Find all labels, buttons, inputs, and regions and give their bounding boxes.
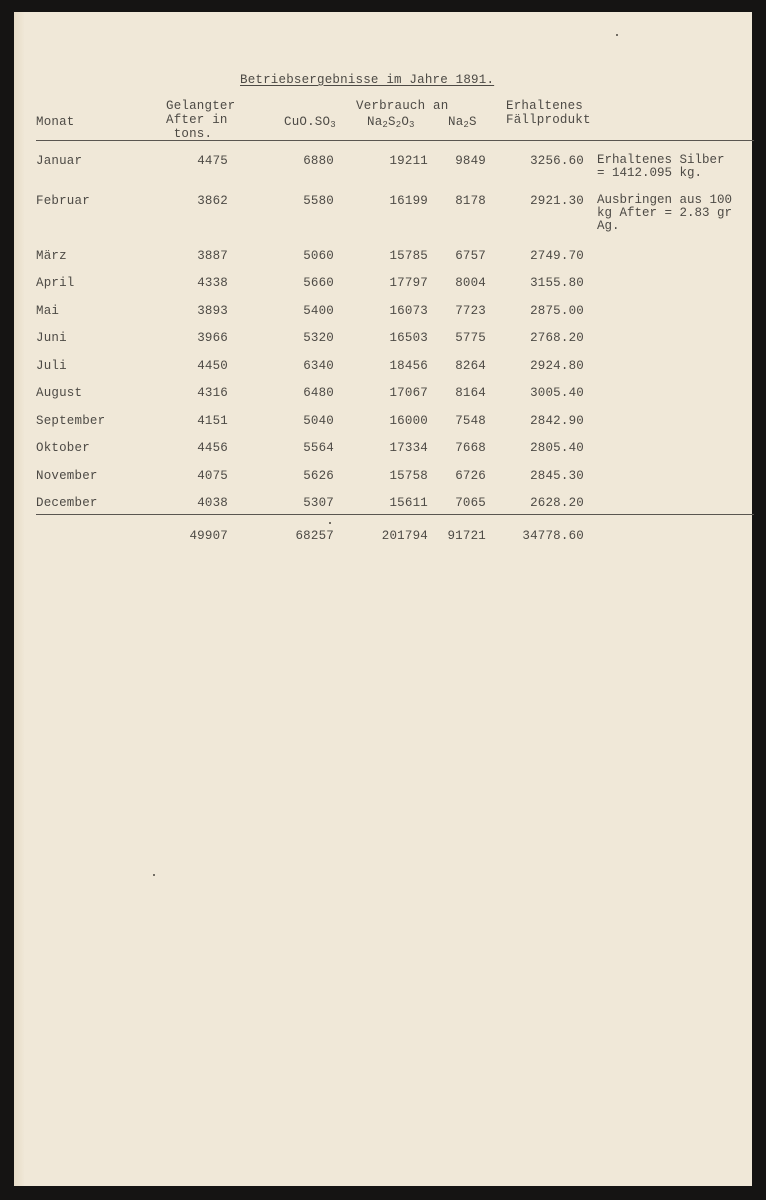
cell-cuo-so3: 6880 xyxy=(303,154,334,168)
header-cuo-so3-text: CuO.SO xyxy=(284,115,331,129)
cell-after: 3887 xyxy=(197,249,228,263)
cell-na2s2o3: 19211 xyxy=(389,154,428,168)
cell-na2s2o3: 16000 xyxy=(389,414,428,428)
cell-faellprodukt: 2924.80 xyxy=(530,359,584,373)
cell-na2s: 7723 xyxy=(455,304,486,318)
cell-month: Mai xyxy=(36,304,60,318)
header-na2s xyxy=(448,115,477,129)
cell-na2s2o3: 15611 xyxy=(389,496,428,510)
cell-after: 4316 xyxy=(197,386,228,400)
cell-after: 4075 xyxy=(197,469,228,483)
cell-cuo-so3: 5564 xyxy=(303,441,334,455)
header-gelangter-after: Gelangter After in tons. xyxy=(166,99,236,141)
cell-faellprodukt: 2768.20 xyxy=(530,331,584,345)
cell-faellprodukt: 2921.30 xyxy=(530,194,584,208)
total-na2s2o3: 201794 xyxy=(381,529,428,543)
cell-cuo-so3: 5400 xyxy=(303,304,334,318)
cell-faellprodukt: 2805.40 xyxy=(530,441,584,455)
paper-speck xyxy=(329,522,331,524)
document-title: Betriebsergebnisse im Jahre 1891. xyxy=(240,73,495,87)
cell-cuo-so3: 5580 xyxy=(303,194,334,208)
h-a: Na xyxy=(367,115,383,129)
cell-faellprodukt: 3256.60 xyxy=(530,154,584,168)
cell-month: December xyxy=(36,496,98,510)
cell-after: 3862 xyxy=(197,194,228,208)
total-after: 49907 xyxy=(189,529,228,543)
cell-month: Juli xyxy=(36,359,67,373)
h-b: 2 xyxy=(382,120,389,130)
cell-na2s: 5775 xyxy=(455,331,486,345)
paper-speck xyxy=(616,34,618,36)
cell-month: September xyxy=(36,414,106,428)
cell-after: 4475 xyxy=(197,154,228,168)
header-verbrauch: Verbrauch an xyxy=(356,99,449,113)
cell-month: Februar xyxy=(36,194,90,208)
cell-cuo-so3: 5307 xyxy=(303,496,334,510)
cell-na2s2o3: 15785 xyxy=(389,249,428,263)
cell-month: November xyxy=(36,469,98,483)
cell-after: 4338 xyxy=(197,276,228,290)
cell-month: Januar xyxy=(36,154,83,168)
cell-na2s: 7065 xyxy=(455,496,486,510)
cell-cuo-so3: 5320 xyxy=(303,331,334,345)
cell-faellprodukt: 3155.80 xyxy=(530,276,584,290)
cell-faellprodukt: 2875.00 xyxy=(530,304,584,318)
cell-na2s2o3: 17067 xyxy=(389,386,428,400)
cell-na2s2o3: 16199 xyxy=(389,194,428,208)
cell-month: August xyxy=(36,386,83,400)
cell-na2s2o3: 15758 xyxy=(389,469,428,483)
header-rule xyxy=(36,140,754,141)
cell-faellprodukt: 2628.20 xyxy=(530,496,584,510)
cell-month: Oktober xyxy=(36,441,90,455)
cell-cuo-so3: 5040 xyxy=(303,414,334,428)
cell-na2s2o3: 16503 xyxy=(389,331,428,345)
cell-na2s2o3: 16073 xyxy=(389,304,428,318)
header-na2s2o3 xyxy=(367,115,415,129)
cell-na2s2o3: 17797 xyxy=(389,276,428,290)
cell-faellprodukt: 2842.90 xyxy=(530,414,584,428)
cell-na2s: 6757 xyxy=(455,249,486,263)
document-page xyxy=(14,12,752,1186)
note-ausbringen: Ausbringen aus 100 kg After = 2.83 gr Ag. xyxy=(597,193,733,233)
cell-cuo-so3: 5660 xyxy=(303,276,334,290)
cell-month: Juni xyxy=(36,331,67,345)
cell-cuo-so3: 5626 xyxy=(303,469,334,483)
h-c: S xyxy=(388,115,396,129)
cell-after: 4456 xyxy=(197,441,228,455)
cell-faellprodukt: 2845.30 xyxy=(530,469,584,483)
header-cuo-so3-sub: 3 xyxy=(330,120,336,130)
cell-month: April xyxy=(36,276,75,290)
cell-na2s: 8178 xyxy=(455,194,486,208)
cell-after: 4038 xyxy=(197,496,228,510)
total-na2s: 91721 xyxy=(447,529,486,543)
cell-faellprodukt: 3005.40 xyxy=(530,386,584,400)
h-f: 3 xyxy=(409,120,415,130)
cell-na2s: 7548 xyxy=(455,414,486,428)
total-prod: 34778.60 xyxy=(522,529,584,543)
cell-na2s: 8164 xyxy=(455,386,486,400)
cell-cuo-so3: 6480 xyxy=(303,386,334,400)
header-erhaltenes-faellprodukt: Erhaltenes Fällprodukt xyxy=(506,99,591,127)
cell-faellprodukt: 2749.70 xyxy=(530,249,584,263)
cell-cuo-so3: 6340 xyxy=(303,359,334,373)
cell-after: 4450 xyxy=(197,359,228,373)
cell-na2s: 9849 xyxy=(455,154,486,168)
h-2: 2 xyxy=(463,120,470,130)
cell-na2s: 8004 xyxy=(455,276,486,290)
cell-na2s: 6726 xyxy=(455,469,486,483)
h-e: O xyxy=(401,115,410,129)
cell-month: März xyxy=(36,249,67,263)
note-silber: Erhaltenes Silber = 1412.095 kg. xyxy=(597,153,725,180)
cell-after: 4151 xyxy=(197,414,228,428)
cell-na2s: 7668 xyxy=(455,441,486,455)
cell-cuo-so3: 5060 xyxy=(303,249,334,263)
cell-after: 3893 xyxy=(197,304,228,318)
h-d: 2 xyxy=(395,120,402,130)
header-monat: Monat xyxy=(36,115,75,129)
header-cuo-so3 xyxy=(284,115,336,129)
total-cuo: 68257 xyxy=(295,529,334,543)
total-rule xyxy=(36,514,754,515)
cell-after: 3966 xyxy=(197,331,228,345)
cell-na2s2o3: 17334 xyxy=(389,441,428,455)
paper-speck xyxy=(153,874,155,876)
cell-na2s: 8264 xyxy=(455,359,486,373)
cell-na2s2o3: 18456 xyxy=(389,359,428,373)
h-na: Na xyxy=(448,115,464,129)
h-s: S xyxy=(469,115,477,129)
